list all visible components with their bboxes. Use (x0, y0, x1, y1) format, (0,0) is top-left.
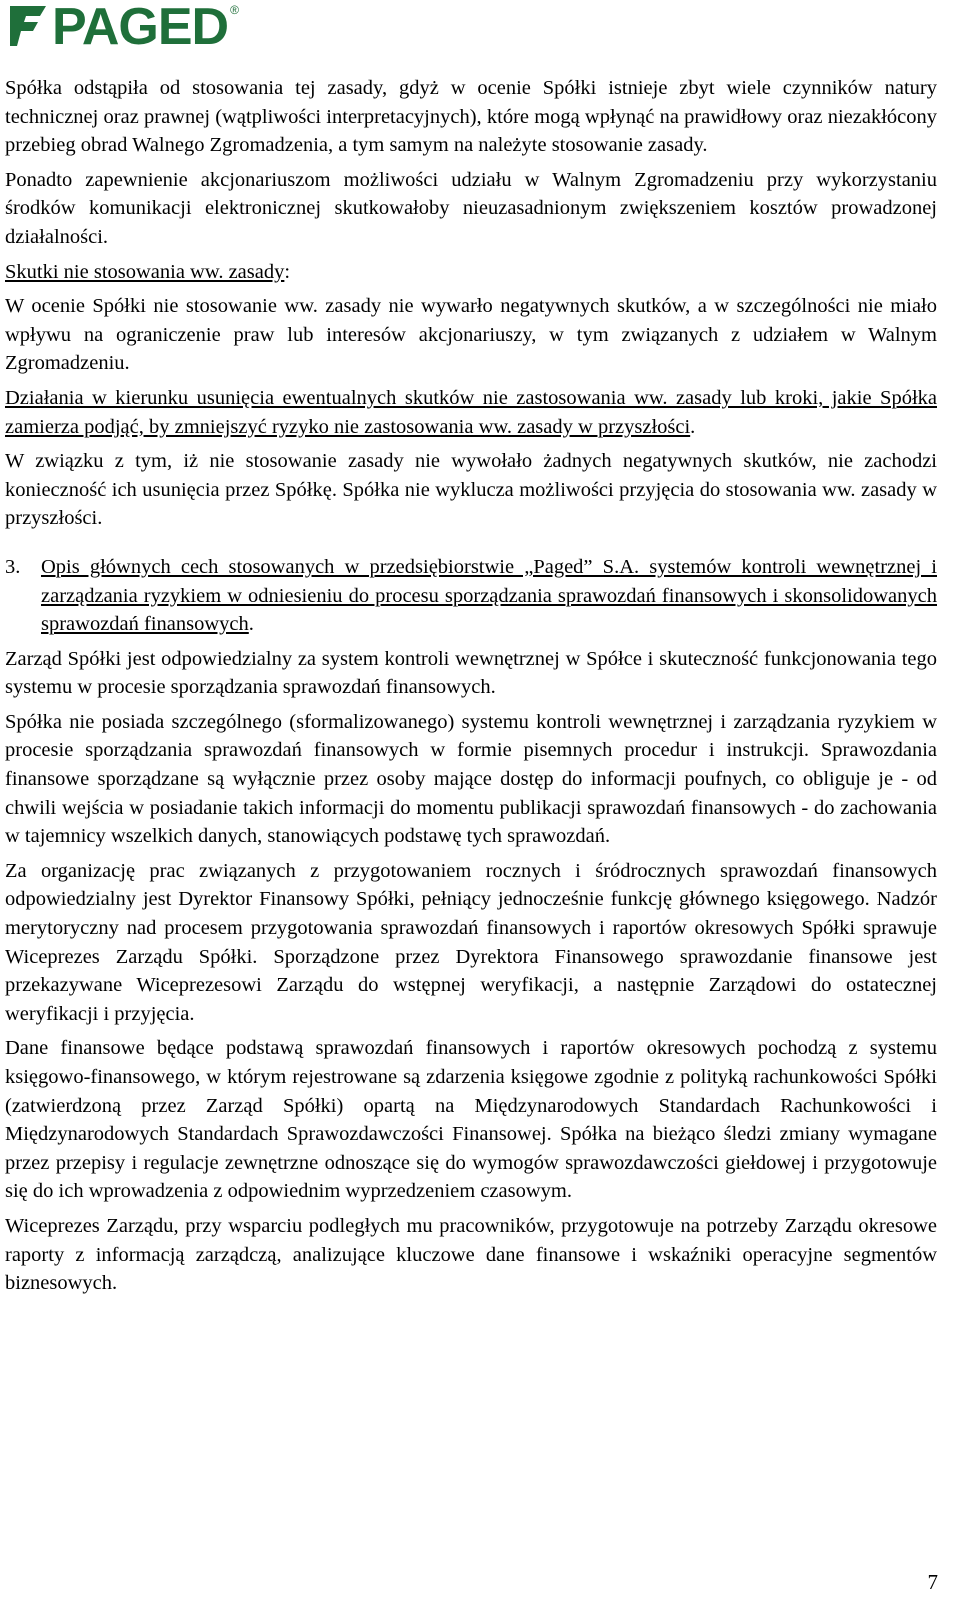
registered-mark: ® (230, 3, 239, 17)
paragraph: Zarząd Spółki jest odpowiedzialny za system kontroli wewnętrznej w Spółce i skuteczność funkcjonowania tego systemu w procesie sporządzania sprawozdań finansowych. (5, 647, 937, 699)
section-title: Opis głównych cech stosowanych w przedsiębiorstwie „Paged” S.A. systemów kontroli wewnętrznej i zarządzania ryzykiem w odniesieniu do procesu sporządzania sprawozdań finansowych i skonsolidowanych sprawozdań finansowych (41, 555, 937, 636)
company-logo (8, 0, 239, 56)
paragraph: W ocenie Spółki nie stosowanie ww. zasady nie wywarło negatywnych skutków, a w szczególności nie miało wpływu na ograniczenie praw lub interesów akcjonariuszy, w tym związanych z udziałem w Walnym Zgromadzeniu. (5, 295, 937, 375)
brand-wordmark: PAGED (52, 0, 229, 56)
paragraph: W związku z tym, iż nie stosowanie zasady nie wywołało żadnych negatywnych skutków, nie zachodzi konieczność ich usunięcia przez Spółkę. Spółka nie wyklucza możliwości przyjęcia do stosowania ww. zasady w przyszłości. (5, 450, 937, 530)
paragraph: Spółka nie posiada szczególnego (sformalizowanego) systemu kontroli wewnętrznej i zarządzania ryzykiem w procesie sporządzania sprawozdań finansowych w formie pisemnych procedur i instrukcji. Sprawozdania finansowe sporządzane są wyłącznie przez osoby mające dostęp do informacji poufnych, co obliguje je - od chwili wejścia w posiadanie takich informacji do momentu publikacji sprawozdań finansowych - do zachowania w tajemnicy wszelkich danych, stanowiących podstawę tych sprawozdań. (5, 710, 937, 848)
section-number: 3. (5, 555, 21, 578)
subheading-dzialania (5, 384, 937, 441)
paragraph: Wiceprezes Zarządu, przy wsparciu podległych mu pracowników, przygotowuje na potrzeby Zarządu okresowe raporty z informacją zarządczą, analizujące kluczowe dane finansowe i wskaźniki operacyjne segmentów biznesowych. (5, 1214, 937, 1295)
subheading-skutki-colon: : (284, 260, 291, 283)
section-3-heading (5, 553, 937, 639)
paragraph: Spółka odstąpiła od stosowania tej zasady, gdyż w ocenie Spółki istnieje zbyt wiele czynników natury technicznej oraz prawnej (wątpliwości interpretacyjnych), które mogą wpłynąć na prawidłowy oraz niezakłócony przebieg obrad Walnego Zgromadzenia, a tym samym na należyte stosowanie zasady. (5, 77, 937, 157)
document-body (5, 74, 937, 1304)
paragraph: Ponadto zapewnienie akcjonariuszom możliwości udziału w Walnym Zgromadzeniu przy wykorzystaniu środków komunikacji elektronicznej skutkowałoby nieuzasadnionym zwiększeniem kosztów prowadzonej działalności. (5, 168, 937, 248)
subheading-dzialania-dot: . (690, 415, 696, 438)
page-number: 7 (927, 1570, 938, 1594)
subheading-skutki-text: Skutki nie stosowania ww. zasady (5, 260, 285, 283)
paragraph: Za organizację prac związanych z przygotowaniem rocznych i śródrocznych sprawozdań finansowych odpowiedzialny jest Dyrektor Finansowy Spółki, pełniący jednocześnie funkcję głównego księgowego. Nadzór merytoryczny nad procesem przygotowania sprawozdań finansowych i raportów okresowych Spółki sprawuje Wiceprezes Zarządu Spółki. Sporządzone przez Dyrektora Finansowego sprawozdanie finansowe jest przekazywane Wiceprezesowi Zarządu do wstępnej weryfikacji, a następnie Zarządowi do ostatecznej weryfikacji i przyjęcia. (5, 859, 937, 1025)
paragraph: Dane finansowe będące podstawą sprawozdań finansowych i raportów okresowych pochodzą z systemu księgowo-finansowego, w którym rejestrowane są zdarzenia księgowe zgodnie z polityką rachunkowości Spółki (zatwierdzoną przez Zarząd Spółki) opartą na Międzynarodowych Standardach Rachunkowości i Międzynarodowych Standardach Sprawozdawczości Finansowej. Spółka na bieżąco śledzi zmiany wymagane przez przepisy i regulacje zewnętrzne odnoszące się do wymogów sprawozdawczości giełdowej i przygotowuje się do ich wprowadzenia z odpowiednim wyprzedzeniem czasowym. (5, 1037, 937, 1203)
section-title-dot: . (248, 613, 254, 636)
subheading-dzialania-text: Działania w kierunku usunięcia ewentualnych skutków nie zastosowania ww. zasady lub kroki, jakie Spółka zamierza podjąć, by zmniejszyć ryzyko nie zastosowania ww. zasady w przyszłości (5, 386, 937, 438)
subheading-skutki (5, 258, 937, 287)
paged-leaf-icon (8, 4, 48, 48)
